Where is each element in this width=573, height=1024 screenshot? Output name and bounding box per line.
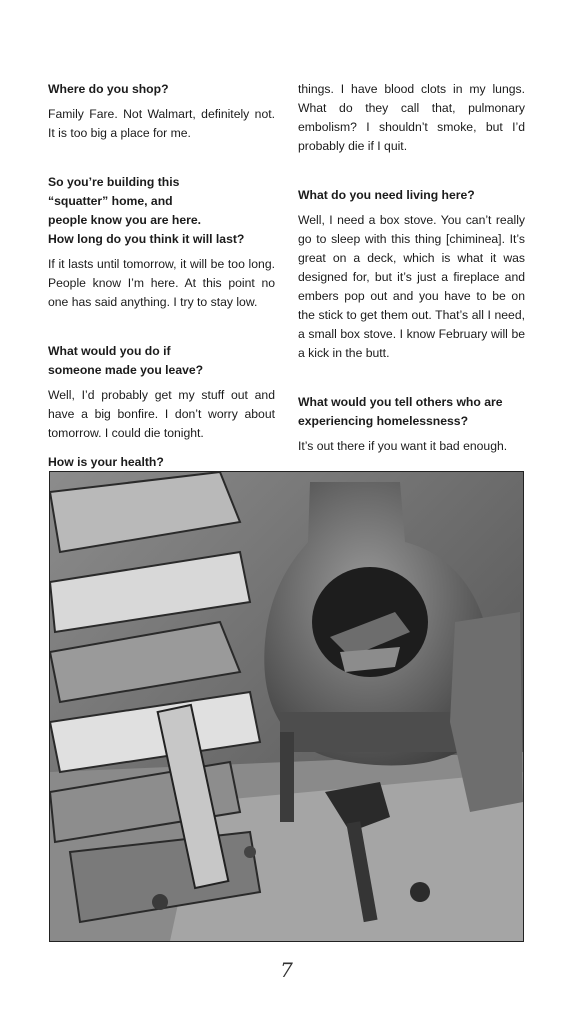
left-column [48,80,275,497]
answer-leave: Well, I’d probably get my stuff out and have a big bonfire. I don’t worry about tomorrow. I could die tonight. [48,388,275,440]
question-line: people know you are here. [48,213,202,227]
answer-squatter-home: If it lasts until tomorrow, it will be too long. People know I’m here. At this point no one has said anything. I try to stay low. [48,257,275,309]
question-line: How long do you think it will last? [48,232,245,246]
question-leave [48,342,275,380]
answer-advice: It’s out there if you want it bad enough. [298,439,508,453]
right-column [298,80,525,456]
question-line: “squatter” home, and [48,194,173,208]
answer-needs: Well, I need a box stove. You can’t really go to sleep with this thing [chiminea]. It’s great on a deck, which is what it was designed for, but it’s just a fireplace and embers pop out and you have to be on the stick to get them out. That’s all I need, a small box stove. I know February will be a kick in the butt. [298,213,525,360]
photo-chiminea-firewood [49,471,524,942]
question-line: experiencing homelessness? [298,414,469,428]
question-squatter-home [48,173,275,249]
answer-health-continued: things. I have blood clots in my lungs. What do they call that, pulmonary embolism? I shouldn’t smoke, but I’d probably die if I quit. [298,82,525,153]
question-shop: Where do you shop? [48,82,169,96]
answer-shop: Family Fare. Not Walmart, definitely not. It is too big a place for me. [48,107,275,140]
question-needs: What do you need living here? [298,188,475,202]
question-line: What would you tell others who are [298,395,503,409]
question-line: What would you do if [48,344,171,358]
question-advice [298,393,525,431]
question-line: So you’re building this [48,175,180,189]
question-line: someone made you leave? [48,363,204,377]
question-health: How is your health? [48,455,164,469]
page-number: 7 [280,958,293,982]
photo-illustration [50,472,523,941]
